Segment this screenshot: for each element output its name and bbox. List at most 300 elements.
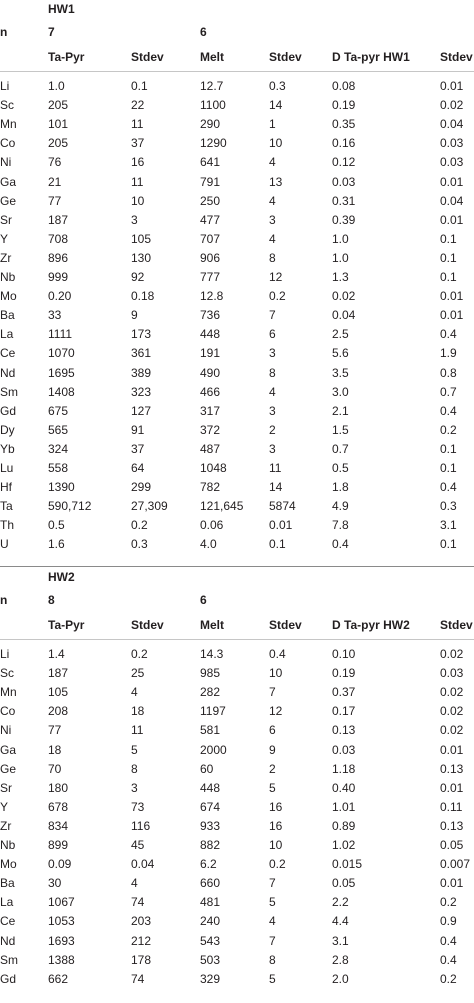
table-cell: 3 (131, 212, 138, 227)
table-cell: 0.17 (332, 704, 356, 719)
table-cell: 3.1 (332, 933, 349, 948)
table-cell: 487 (200, 441, 221, 456)
table-cell: 91 (131, 422, 145, 437)
table-cell: 0.4 (440, 933, 457, 948)
table-cell: 8 (131, 761, 138, 776)
table-cell: 0.4 (440, 952, 457, 967)
table-cell: 0.02 (440, 723, 464, 738)
table-cell: 4.0 (200, 537, 217, 552)
table-cell: 0.13 (440, 818, 464, 833)
table-cell: 0.1 (131, 79, 148, 93)
table-cell: 14 (269, 98, 283, 113)
table-row (0, 893, 474, 912)
table-cell: 0.1 (269, 537, 286, 552)
table-cell: 4 (131, 685, 138, 700)
table-row (0, 932, 474, 951)
table-cell: 6 (269, 723, 276, 738)
element-symbol: Li (0, 647, 10, 661)
table-cell: 933 (200, 818, 221, 833)
table-row (0, 77, 474, 96)
table-cell: 7 (269, 685, 276, 700)
column-header: Stdev (269, 50, 302, 64)
table-cell: 581 (200, 723, 221, 738)
table-cell: 1.9 (440, 346, 457, 361)
table-row (0, 115, 474, 134)
table-cell: 389 (131, 365, 152, 380)
table-row (0, 817, 474, 836)
table-cell: 4 (269, 193, 276, 208)
table-cell: 0.02 (332, 289, 356, 304)
table-cell: 0.4 (440, 480, 457, 495)
table-cell: 317 (200, 403, 221, 418)
table-cell: 1 (269, 117, 276, 132)
element-symbol: La (0, 327, 14, 342)
table-cell: 0.1 (440, 441, 457, 456)
sample-count-melt: 6 (200, 593, 207, 607)
table-cell: 5874 (269, 499, 296, 514)
table-cell: 116 (131, 818, 151, 833)
table-row (0, 836, 474, 855)
element-symbol: Zr (0, 250, 12, 265)
element-symbol: Co (0, 136, 16, 151)
table-cell: 791 (200, 174, 221, 189)
table-cell: 121,645 (200, 499, 244, 514)
table-cell: 64 (131, 461, 145, 475)
table-cell: 74 (131, 895, 145, 910)
table-cell: 5 (131, 742, 138, 757)
table-cell: 205 (48, 136, 69, 151)
element-symbol: Ba (0, 308, 15, 323)
table-cell: 30 (48, 876, 62, 891)
table-cell: 10 (269, 666, 283, 681)
table-row (0, 153, 474, 172)
element-symbol: Mn (0, 685, 17, 700)
element-symbol: Nd (0, 933, 16, 948)
table-row (0, 760, 474, 779)
table-cell: 777 (200, 270, 221, 284)
table-cell: 660 (200, 876, 221, 891)
table-row (0, 306, 474, 325)
table-cell: 16 (131, 155, 145, 170)
table-cell: 0.5 (332, 461, 349, 475)
table-cell: 1.18 (332, 761, 356, 776)
table-row (0, 364, 474, 383)
element-symbol: Ga (0, 174, 17, 189)
table-cell: 0.2 (131, 518, 148, 533)
table-cell: 4.4 (332, 914, 349, 929)
column-header-row (0, 616, 474, 635)
column-header: Melt (200, 618, 224, 632)
table-cell: 0.1 (440, 231, 457, 246)
table-cell: 4 (269, 914, 276, 929)
table-cell: 10 (269, 136, 283, 151)
table-cell: 1408 (48, 384, 75, 399)
table-row (0, 402, 474, 421)
table-cell: 0.2 (440, 422, 457, 437)
table-cell: 674 (200, 799, 221, 814)
table-cell: 0.2 (269, 857, 286, 872)
table-cell: 834 (48, 818, 69, 833)
table-cell: 0.3 (440, 499, 457, 514)
table-cell: 37 (131, 136, 145, 151)
column-header: Stdev (131, 50, 164, 64)
table-cell: 127 (131, 403, 152, 418)
table-cell: 481 (200, 895, 221, 910)
table-cell: 0.4 (269, 647, 286, 661)
table-cell: 74 (131, 971, 145, 986)
table-cell: 0.04 (440, 117, 464, 132)
table-cell: 0.4 (440, 327, 457, 342)
table-cell: 70 (48, 761, 62, 776)
table-cell: 0.01 (440, 174, 464, 189)
table-cell: 45 (131, 838, 145, 852)
element-symbol: Gd (0, 403, 17, 418)
element-symbol: Dy (0, 422, 15, 437)
table-cell: 203 (131, 914, 152, 929)
table-cell: 60 (200, 761, 214, 776)
table-cell: 7 (269, 933, 276, 948)
table-cell: 1.3 (332, 270, 349, 284)
table-cell: 1695 (48, 365, 75, 380)
table-row (0, 779, 474, 798)
table-cell: 105 (131, 231, 152, 246)
table-cell: 1693 (48, 933, 75, 948)
table-cell: 675 (48, 403, 69, 418)
table-cell: 0.01 (440, 876, 464, 891)
table-row (0, 516, 474, 535)
table-cell: 3 (131, 780, 138, 795)
table-cell: 9 (269, 742, 276, 757)
table-row (0, 702, 474, 721)
table-row (0, 287, 474, 306)
table-cell: 0.18 (131, 289, 155, 304)
table-cell: 503 (200, 952, 221, 967)
table-cell: 2.0 (332, 971, 349, 986)
table-cell: 1390 (48, 480, 75, 495)
table-cell: 0.9 (440, 914, 457, 929)
table-cell: 0.13 (332, 723, 356, 738)
table-cell: 73 (131, 799, 145, 814)
element-symbol: Ce (0, 914, 16, 929)
table-cell: 0.2 (269, 289, 286, 304)
table-cell: 466 (200, 384, 221, 399)
column-header: Stdev (131, 618, 164, 632)
table-row (0, 192, 474, 211)
table-cell: 7 (269, 876, 276, 891)
table-cell: 14.3 (200, 647, 224, 661)
table-cell: 0.02 (440, 685, 464, 700)
table-cell: 0.04 (440, 193, 464, 208)
element-symbol: Ga (0, 742, 17, 757)
table-cell: 0.04 (332, 308, 356, 323)
element-symbol: Li (0, 79, 10, 93)
table-cell: 1290 (200, 136, 227, 151)
table-cell: 7 (269, 308, 276, 323)
table-cell: 4 (269, 155, 276, 170)
table-cell: 1.0 (48, 79, 65, 93)
table-cell: 11 (131, 174, 144, 189)
table-cell: 662 (48, 971, 69, 986)
table-cell: 4 (269, 231, 276, 246)
table-cell: 18 (131, 704, 145, 719)
table-cell: 1070 (48, 346, 75, 361)
column-header-row (0, 48, 474, 67)
element-symbol: Ge (0, 193, 17, 208)
table-cell: 0.7 (440, 384, 457, 399)
table-cell: 0.3 (131, 537, 148, 552)
table-cell: 1100 (200, 98, 226, 113)
table-cell: 0.2 (440, 971, 457, 986)
element-symbol: La (0, 895, 14, 910)
table-cell: 678 (48, 799, 69, 814)
column-header: Stdev (440, 618, 473, 632)
table-cell: 0.04 (131, 857, 155, 872)
table-cell: 5 (269, 971, 276, 986)
table-cell: 16 (269, 818, 283, 833)
section-title-row (0, 568, 474, 587)
element-symbol: Hf (0, 480, 12, 495)
table-cell: 12 (269, 270, 283, 284)
table-cell: 0.05 (440, 838, 464, 852)
table-cell: 736 (200, 308, 221, 323)
sample-count-melt: 6 (200, 25, 207, 39)
table-row (0, 535, 474, 554)
table-cell: 0.5 (48, 518, 65, 533)
table-cell: 76 (48, 155, 62, 170)
table-cell: 187 (48, 666, 69, 681)
table-cell: 490 (200, 365, 221, 380)
table-cell: 11 (269, 461, 282, 475)
table-cell: 212 (131, 933, 152, 948)
table-cell: 290 (200, 117, 221, 132)
table-cell: 0.4 (332, 537, 349, 552)
section-title: HW1 (48, 2, 75, 16)
table-cell: 180 (48, 780, 69, 795)
table-cell: 0.3 (269, 79, 286, 93)
element-symbol: Y (0, 799, 9, 814)
table-cell: 0.31 (332, 193, 356, 208)
table-cell: 77 (48, 193, 62, 208)
table-cell: 8 (269, 952, 276, 967)
table-cell: 16 (269, 799, 283, 814)
element-symbol: Nb (0, 270, 16, 284)
table-cell: 2.5 (332, 327, 349, 342)
table-row (0, 664, 474, 683)
element-symbol: Sc (0, 98, 15, 113)
element-symbol: Ge (0, 761, 17, 776)
table-cell: 477 (200, 212, 221, 227)
table-row (0, 249, 474, 268)
table-cell: 0.03 (332, 742, 356, 757)
column-header: D Ta-pyr HW1 (332, 50, 410, 64)
table-cell: 565 (48, 422, 69, 437)
table-cell: 0.37 (332, 685, 356, 700)
header-rule (0, 71, 474, 72)
table-row (0, 798, 474, 817)
table-cell: 22 (131, 98, 145, 113)
table-row (0, 230, 474, 249)
element-symbol: Ni (0, 155, 12, 170)
table-row (0, 721, 474, 740)
element-symbol: Lu (0, 461, 14, 475)
column-header: Stdev (269, 618, 302, 632)
table-cell: 906 (200, 250, 221, 265)
column-header: D Ta-pyr HW2 (332, 618, 410, 632)
table-cell: 0.4 (440, 403, 457, 418)
table-cell: 0.16 (332, 136, 356, 151)
table-cell: 0.09 (48, 857, 72, 872)
element-symbol: Mn (0, 117, 17, 132)
table-cell: 101 (48, 117, 69, 132)
element-symbol: Ce (0, 346, 16, 361)
table-cell: 0.015 (332, 857, 363, 872)
table-cell: 25 (131, 666, 145, 681)
table-cell: 37 (131, 441, 145, 456)
column-header: Ta-Pyr (48, 50, 85, 64)
table-cell: 12 (269, 704, 283, 719)
table-cell: 8 (269, 365, 276, 380)
table-cell: 3.0 (332, 384, 349, 399)
table-cell: 0.01 (440, 289, 464, 304)
table-cell: 191 (200, 346, 221, 361)
element-symbol: Ta (0, 499, 13, 514)
table-cell: 448 (200, 780, 221, 795)
table-cell: 1388 (48, 952, 75, 967)
table-cell: 1067 (48, 895, 75, 910)
table-cell: 0.2 (131, 647, 148, 661)
table-cell: 4.9 (332, 499, 349, 514)
sample-count-row (0, 23, 474, 42)
table-cell: 3.5 (332, 365, 349, 380)
table-cell: 9 (131, 308, 138, 323)
table-row (0, 459, 474, 478)
table-cell: 92 (131, 270, 145, 284)
table-cell: 3 (269, 403, 276, 418)
table-row (0, 741, 474, 760)
table-row (0, 268, 474, 287)
table-cell: 0.007 (440, 857, 471, 872)
table-cell: 4 (131, 876, 138, 891)
element-symbol: Ba (0, 876, 15, 891)
element-symbol: Nb (0, 838, 16, 852)
table-cell: 0.8 (440, 365, 457, 380)
element-symbol: Mo (0, 289, 17, 304)
table-cell: 1.5 (332, 422, 349, 437)
table-row (0, 421, 474, 440)
table-cell: 782 (200, 480, 221, 495)
table-row (0, 912, 474, 931)
table-cell: 2 (269, 761, 276, 776)
table-cell: 0.02 (440, 704, 464, 719)
table-cell: 558 (48, 461, 69, 475)
table-cell: 7.8 (332, 518, 349, 533)
table-cell: 11 (131, 117, 144, 132)
table-cell: 6.2 (200, 857, 217, 872)
table-cell: 0.35 (332, 117, 356, 132)
table-cell: 5 (269, 780, 276, 795)
section-divider (0, 566, 474, 567)
table-row (0, 383, 474, 402)
table-cell: 0.06 (200, 518, 224, 533)
table-cell: 0.13 (440, 761, 464, 776)
table-cell: 2.1 (332, 403, 349, 418)
element-symbol: U (0, 537, 9, 552)
table-cell: 0.39 (332, 212, 356, 227)
table-cell: 250 (200, 193, 221, 208)
table-row (0, 497, 474, 516)
sample-count-row (0, 591, 474, 610)
table-cell: 0.01 (440, 780, 464, 795)
table-cell: 33 (48, 308, 62, 323)
table-cell: 1053 (48, 914, 75, 929)
table-cell: 105 (48, 685, 69, 700)
table-cell: 0.02 (440, 98, 464, 113)
table-row (0, 970, 474, 989)
header-rule (0, 639, 474, 640)
table-cell: 0.10 (332, 647, 356, 661)
element-symbol: Ni (0, 723, 12, 738)
table-row (0, 855, 474, 874)
table-cell: 130 (131, 250, 152, 265)
table-cell: 0.03 (440, 155, 464, 170)
table-cell: 77 (48, 723, 62, 738)
table-cell: 0.01 (269, 518, 293, 533)
table-row (0, 683, 474, 702)
table-cell: 3 (269, 212, 276, 227)
table-cell: 708 (48, 231, 69, 246)
element-symbol: Gd (0, 971, 17, 986)
section-title: HW2 (48, 570, 75, 584)
table-cell: 173 (131, 327, 152, 342)
element-symbol: Yb (0, 441, 15, 456)
table-cell: 1.6 (48, 537, 65, 552)
table-cell: 0.11 (440, 799, 463, 814)
table-cell: 10 (131, 193, 145, 208)
table-cell: 641 (200, 155, 221, 170)
element-symbol: Zr (0, 818, 12, 833)
table-cell: 18 (48, 742, 62, 757)
table-cell: 2.2 (332, 895, 349, 910)
table-cell: 0.1 (440, 270, 457, 284)
table-cell: 11 (131, 723, 144, 738)
table-row (0, 440, 474, 459)
table-cell: 282 (200, 685, 221, 700)
table-cell: 3 (269, 441, 276, 456)
table-cell: 0.03 (332, 174, 356, 189)
table-cell: 0.20 (48, 289, 72, 304)
table-cell: 1111 (48, 327, 73, 342)
table-cell: 0.1 (440, 537, 457, 552)
table-cell: 0.01 (440, 308, 464, 323)
table-cell: 0.1 (440, 461, 457, 475)
element-symbol: Sr (0, 212, 12, 227)
element-symbol: Sm (0, 384, 18, 399)
table-cell: 8 (269, 250, 276, 265)
table-cell: 13 (269, 174, 283, 189)
table-cell: 2000 (200, 742, 227, 757)
table-cell: 27,309 (131, 499, 168, 514)
table-cell: 1.0 (332, 250, 349, 265)
table-cell: 372 (200, 422, 221, 437)
table-cell: 21 (48, 174, 62, 189)
table-cell: 178 (131, 952, 152, 967)
sample-count-label: n (0, 593, 8, 607)
table-row (0, 211, 474, 230)
table-cell: 543 (200, 933, 221, 948)
table-cell: 0.12 (332, 155, 356, 170)
table-cell: 985 (200, 666, 221, 681)
table-cell: 707 (200, 231, 221, 246)
